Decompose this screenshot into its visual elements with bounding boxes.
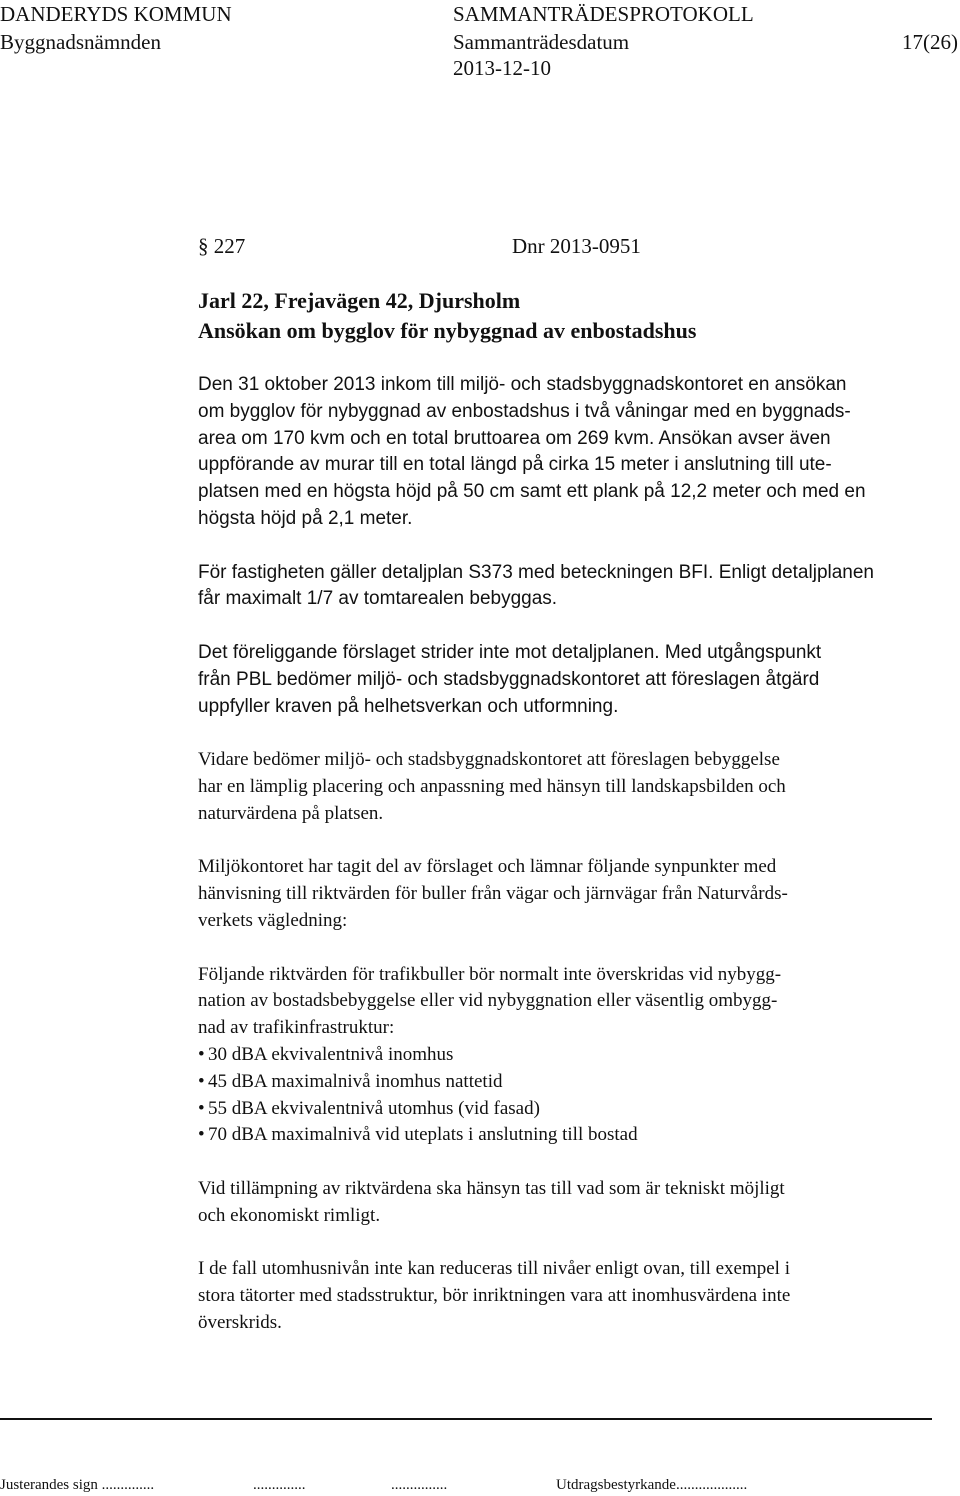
meeting-date: 2013-12-10: [453, 56, 551, 80]
text-line: verkets vägledning:: [198, 909, 348, 931]
bullet: •: [198, 1124, 205, 1146]
text-line: Vid tillämpning av riktvärdena ska hänsyn tas till vad som är tekniskt möjligt: [198, 1177, 785, 1199]
meeting-date-label: Sammanträdesdatum: [453, 30, 630, 54]
property-title: Jarl 22, Frejavägen 42, Djursholm: [198, 288, 521, 313]
document-type: SAMMANTRÄDESPROTOKOLL: [453, 2, 754, 26]
text-line: Följande riktvärden för trafikbuller bör normalt inte överskridas vid nybygg-: [198, 963, 782, 985]
list-item-text: 70 dBA maximalnivå vid uteplats i anslutning till bostad: [208, 1124, 638, 1146]
signature-field-label: Justerandes sign ..............: [0, 1477, 155, 1493]
bullet: •: [198, 1070, 205, 1092]
list-item: [198, 1096, 960, 1123]
text-line: Vidare bedömer miljö- och stadsbyggnadskontoret att föreslagen bebyggelse: [198, 749, 780, 771]
text-line: hänvisning till riktvärden för buller från vägar och järnvägar från Naturvårds-: [198, 883, 788, 905]
text-line: och ekonomiskt rimligt.: [198, 1204, 381, 1226]
list-item-text: 30 dBA ekvivalentnivå inomhus: [208, 1043, 454, 1065]
bullet: •: [198, 1043, 205, 1065]
paragraph-application: [198, 372, 960, 533]
text-line: platsen med en högsta höjd på 50 cm samt ett plank på 12,2 meter och med en: [198, 481, 866, 503]
text-line: naturvärdena på platsen.: [198, 802, 384, 824]
application-title: Ansökan om bygglov för nybyggnad av enbostadshus: [198, 318, 697, 343]
document-body: [198, 372, 960, 1337]
paragraph-placement: [198, 747, 960, 827]
text-line: från PBL bedömer miljö- och stadsbyggnadskontoret att föreslagen åtgärd: [198, 668, 820, 690]
list-item-text: 45 dBA maximalnivå inomhus nattetid: [208, 1070, 503, 1092]
paragraph-number: § 227: [198, 234, 246, 258]
paragraph-environment-office: [198, 854, 960, 934]
paragraph-assessment: [198, 640, 960, 720]
paragraph-application-feasibility: [198, 1176, 960, 1230]
paragraph-noise-guidelines: [198, 962, 960, 1042]
text-line: nation av bostadsbebyggelse eller vid nybyggnation eller väsentlig ombygg-: [198, 990, 778, 1012]
text-line: får maximalt 1/7 av tomtarealen bebyggas.: [198, 588, 558, 610]
list-item: [198, 1122, 960, 1149]
board-name: Byggnadsnämnden: [0, 30, 161, 54]
text-line: area om 170 kvm och en total bruttoarea om 269 kvm. Ansökan avser även: [198, 427, 831, 449]
diary-number: Dnr 2013-0951: [512, 234, 641, 258]
text-line: I de fall utomhusnivån inte kan reduceras till nivåer enligt ovan, till exempel i: [198, 1258, 790, 1280]
text-line: Den 31 oktober 2013 inkom till miljö- och stadsbyggnadskontoret en ansökan: [198, 374, 847, 395]
text-line: För fastigheten gäller detaljplan S373 med beteckningen BFI. Enligt detaljplanen: [198, 561, 874, 583]
bullet: •: [198, 1097, 205, 1119]
text-line: högsta höjd på 2,1 meter.: [198, 507, 413, 529]
text-line: om bygglov för nybyggnad av enbostadshus i två våningar med en byggnads-: [198, 400, 851, 422]
signature-dots: ..............: [253, 1477, 306, 1493]
text-line: nad av trafikinfrastruktur:: [198, 1017, 395, 1039]
extract-certification-label: Utdragsbestyrkande...................: [556, 1477, 748, 1493]
list-item: [198, 1042, 960, 1069]
list-item: [198, 1069, 960, 1096]
text-line: Miljökontoret har tagit del av förslaget och lämnar följande synpunkter med: [198, 856, 777, 878]
text-line: uppfyller kraven på helhetsverkan och utformning.: [198, 695, 619, 717]
municipality-name: DANDERYDS KOMMUN: [0, 2, 232, 26]
noise-limits-list: [198, 1042, 960, 1149]
paragraph-detailed-plan: [198, 560, 960, 614]
paragraph-indoor-values: [198, 1256, 960, 1336]
text-line: Det föreliggande förslaget strider inte mot detaljplanen. Med utgångspunkt: [198, 641, 822, 663]
text-line: har en lämplig placering och anpassning med hänsyn till landskapsbilden och: [198, 775, 786, 797]
page-number: 17(26): [902, 30, 958, 54]
text-line: stora tätorter med stadsstruktur, bör inriktningen vara att inomhusvärdena inte: [198, 1285, 791, 1307]
text-line: uppförande av murar till en total längd på cirka 15 meter i anslutning till ute-: [198, 454, 832, 476]
text-line: överskrids.: [198, 1311, 282, 1333]
list-item-text: 55 dBA ekvivalentnivå utomhus (vid fasad): [208, 1097, 540, 1119]
signature-dots: ...............: [391, 1477, 448, 1493]
footer-divider: [0, 1418, 932, 1420]
